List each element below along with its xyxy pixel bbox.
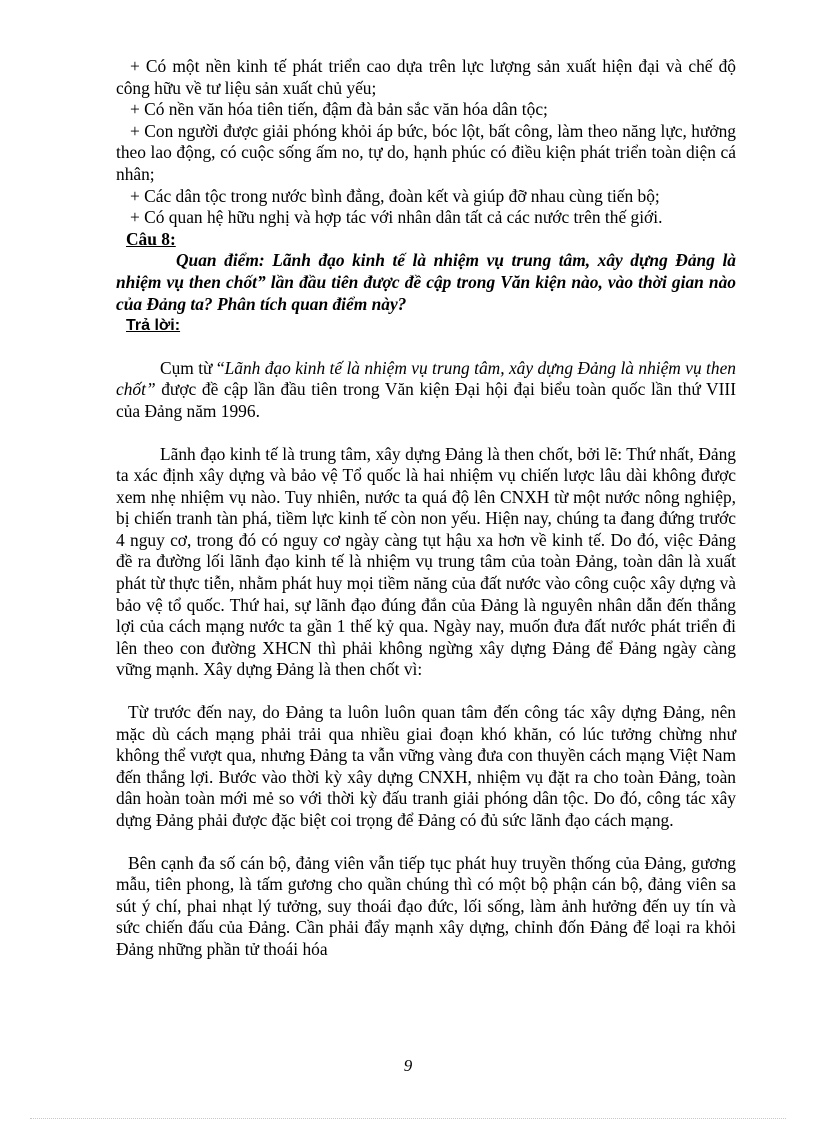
answer-paragraph-3: Từ trước đến nay, do Đảng ta luôn luôn quan tâm đến công tác xây dựng Đảng, nên mặc dù cách mạng phải trải qua nhiều giai đoạn khó khăn, có lúc tưởng chừng như không thể vượt qua, nhưng Đảng ta vẫn vững vàng đưa con thuyền cách mạng Việt Nam đến thắng lợi. Bước vào thời kỳ xây dựng CNXH, nhiệm vụ đặt ra cho toàn Đảng, toàn dân hoàn toàn mới mẻ so với thời kỳ đấu tranh giải phóng dân tộc. Do đó, công tác xây dựng Đảng phải được đặc biệt coi trọng để Đảng có đủ sức lãnh đạo cách mạng. — [116, 702, 736, 830]
bullet-ethnic-groups: + Các dân tộc trong nước bình đẳng, đoàn kết và giúp đỡ nhau cùng tiến bộ; — [130, 185, 660, 206]
page-number: 9 — [403, 1056, 413, 1075]
bullet-international-relations: + Có quan hệ hữu nghị và hợp tác với nhân dân tất cả các nước trên thế giới. — [130, 207, 663, 228]
page-bottom-divider — [30, 1118, 786, 1119]
answer-p1-quote: Lãnh đạo kinh tế là nhiệm vụ trung tâm, xây dựng Đảng là nhiệm vụ then chốt” — [116, 357, 736, 400]
bullet-economy: + Có một nền kinh tế phát triển cao dựa trên lực lượng sản xuất hiện đại và chế độ công hữu về tư liệu sản xuất chủ yếu; — [116, 56, 736, 98]
answer-paragraph-4: Bên cạnh đa số cán bộ, đảng viên vẫn tiếp tục phát huy truyền thống của Đảng, gương mẫu, tiên phong, là tấm gương cho quần chúng thì có một bộ phận cán bộ, đảng viên sa sút ý chí, phai nhạt lý tưởng, suy thoái đạo đức, lối sống, làm ảnh hưởng đến uy tín và sức chiến đấu của Đảng. Cần phải đẩy mạnh xây dựng, chỉnh đốn Đảng để loại ra khỏi Đảng những phần tử thoái hóa — [116, 852, 736, 959]
answer-paragraph-2: Lãnh đạo kinh tế là trung tâm, xây dựng Đảng là then chốt, bởi lẽ: Thứ nhất, Đảng ta xác định xây dựng và bảo vệ Tổ quốc là hai nhiệm vụ chiến lược lâu dài không được xem nhẹ nhiệm vụ nào. Tuy nhiên, nước ta quá độ lên CNXH từ một nước nông nghiệp, bị chiến tranh tàn phá, tiềm lực kinh tế còn non yếu. Hiện nay, chúng ta đang đứng trước 4 nguy cơ, trong đó có nguy cơ ngày càng tụt hậu xa hơn về kinh tế. Do đó, việc Đảng đề ra đường lối lãnh đạo kinh tế là nhiệm vụ trung tâm của toàn Đảng, toàn dân là xuất phát từ thực tiễn, nhằm phát huy mọi tiềm năng của đất nước vào công cuộc xây dựng và bảo vệ tổ quốc. Thứ hai, sự lãnh đạo đúng đắn của Đảng là nguyên nhân dẫn đến thắng lợi của cách mạng nước ta gần 1 thế kỷ qua. Ngày nay, muốn đưa đất nước phát triển đi lên theo con đường XHCN thì phải không ngừng xây dựng Đảng để Đảng ngày càng vững mạnh. Xây dựng Đảng là then chốt vì: — [116, 443, 736, 680]
answer-p1-start: Cụm từ “ — [160, 357, 225, 378]
answer-paragraph-1 — [116, 358, 736, 423]
page-content — [116, 56, 736, 961]
answer-p1-end: được đề cập lần đầu tiên trong Văn kiện Đại hội đại biểu toàn quốc lần thứ VIII của Đảng năm 1996. — [116, 379, 736, 421]
answer-label: Trả lời: — [126, 317, 181, 335]
bullet-people: + Con người được giải phóng khỏi áp bức, bóc lột, bất công, làm theo năng lực, hưởng theo lao động, có cuộc sống ấm no, tự do, hạnh phúc có điều kiện phát triển toàn diện cá nhân; — [116, 120, 736, 184]
question-text: Quan điểm: Lãnh đạo kinh tế là nhiệm vụ trung tâm, xây dựng Đảng là nhiệm vụ then chốt” lần đầu tiên được đề cập trong Văn kiện nào, vào thời gian nào của Đảng ta? Phân tích quan điểm này? — [116, 250, 736, 314]
question-label: Câu 8: — [126, 228, 176, 249]
bullet-culture: + Có nền văn hóa tiên tiến, đậm đà bản sắc văn hóa dân tộc; — [130, 99, 548, 120]
